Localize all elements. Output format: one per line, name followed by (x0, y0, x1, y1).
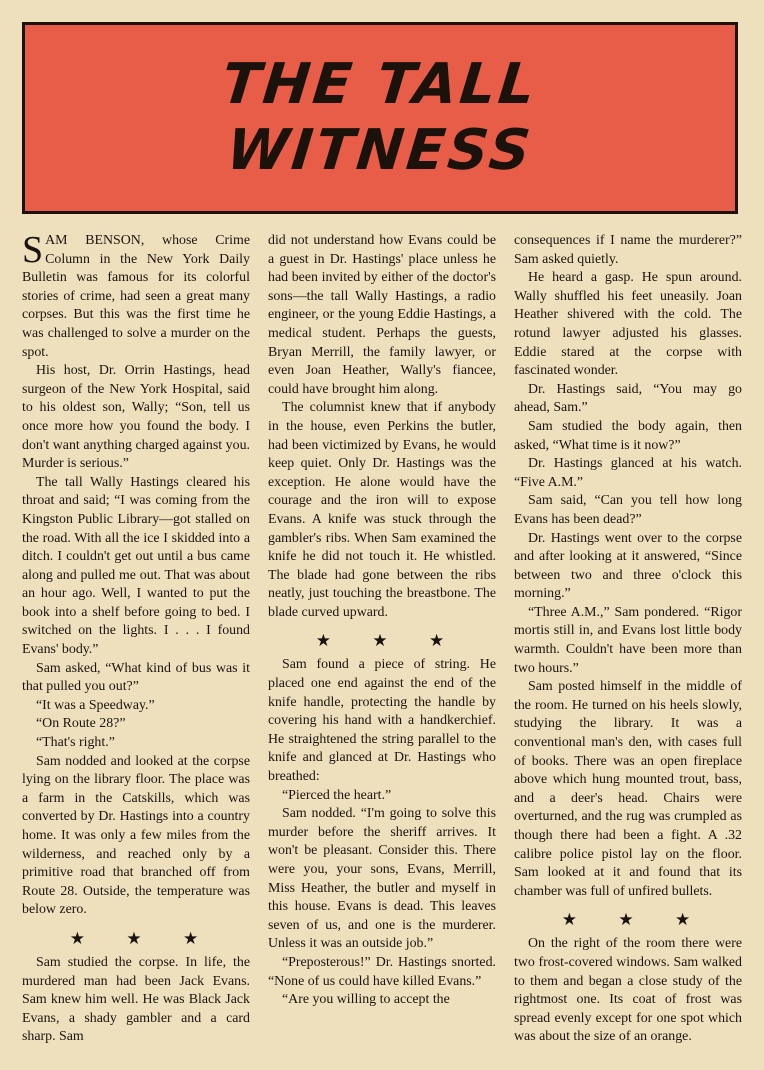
paragraph: Sam nodded and looked at the corpse lying on the library floor. The place was a farm in the Catskills, which was converted by Dr. Hastings into a country home. It was only a few miles from the wilderness, and reached only by a primitive road that branched off from Route 28. Outside, the temperature was below zero. (22, 753, 250, 918)
title-banner (22, 22, 738, 214)
paragraph: Sam posted himself in the middle of the room. He turned on his heels slowly, studying the library. It was a conventional man's den, with cases full of books. There was an open fireplace above which hung mounted trout, bass, and a deer's head. Chairs were overturned, and the rug was crumpled as though there had been a fight. A .32 calibre police pistol lay on the floor. Sam looked at it and found that its chamber was full of unfired bullets. (514, 679, 742, 899)
title-line-1: THE TALL (218, 52, 542, 117)
paragraph (22, 229, 250, 362)
paragraph: Dr. Hastings glanced at his watch. “Five A.M.” (514, 456, 742, 490)
paragraph: Sam studied the corpse. In life, the murdered man had been Jack Evans. Sam knew him well. He was Black Jack Evans, a shady gambler and a card sharp. Sam (22, 954, 250, 1045)
story-columns (22, 229, 742, 1052)
paragraph: His host, Dr. Orrin Hastings, head surgeon of the New York Hospital, said to his oldest son, Wally; “Son, tell us once more how you found the body. I don't want anything charged against you. Murder is serious.” (22, 363, 250, 472)
paragraph: On the right of the room there were two frost-covered windows. Sam walked to them and began a close study of the rightmost one. Its coat of frost was spread evenly except for one spot which was about the size of an orange. (514, 936, 742, 1045)
paragraph-text: AM BENSON, whose Crime Column in the New York Daily Bulletin was famous for its colorful stories of crime, had seen a great many corpses. But this was the first time he was challenged to solve a murder on the spot. (22, 233, 250, 360)
title-line-2: WITNESS (223, 118, 537, 183)
paragraph: He heard a gasp. He spun around. Wally shuffled his feet uneasily. Joan Heather shivered with the cold. The rotund lawyer adjusted his glasses. Eddie stared at the corpse with fascinated wonder. (514, 270, 742, 379)
paragraph: “On Route 28?” (36, 716, 126, 732)
section-separator: ★ ★ ★ (561, 910, 709, 931)
column-1 (22, 229, 250, 1052)
paragraph: Sam found a piece of string. He placed one end against the end of the knife handle, protecting the handle by covering his hand with a handkerchief. He straightened the string parallel to the knife and glanced at Dr. Hastings who breathed: (268, 657, 496, 785)
drop-cap: S (22, 229, 44, 271)
paragraph: “Are you willing to accept the (282, 992, 450, 1008)
paragraph: The tall Wally Hastings cleared his throat and said; “I was coming from the Kingston Public Library—got stalled on the road. With all the ice I skidded into a ditch. I couldn't get out until a bus came along and pulled me out. That was about an hour ago. Well, I wanted to put the book into a shelf before going to bed. I switched on the lights. I . . . I found Evans' body.” (22, 474, 250, 658)
paragraph: Sam asked, “What kind of bus was it that pulled you out?” (22, 660, 250, 695)
paragraph: Sam studied the body again, then asked, “What time is it now?” (514, 418, 742, 453)
paragraph: Dr. Hastings went over to the corpse and after looking at it answered, “Since between two and three o'clock this morning.” (514, 530, 742, 602)
paragraph: Sam said, “Can you tell how long Evans has been dead?” (514, 493, 742, 527)
paragraph: did not understand how Evans could be a guest in Dr. Hastings' place unless he had been invited by either of the doctor's sons—the tall Wally Hastings, a radio engineer, or the young Eddie Hastings, a medical student. Perhaps the guests, Bryan Merrill, the family lawyer, or even Joan Heather, Wally's fiancee, could have brought him along. (268, 233, 496, 397)
section-separator: ★ ★ ★ (69, 928, 217, 949)
paragraph: consequences if I name the murderer?” Sam asked quietly. (514, 233, 742, 267)
section-separator: ★ ★ ★ (315, 631, 463, 652)
paragraph: Dr. Hastings said, “You may go ahead, Sam.” (514, 381, 742, 416)
paragraph: Sam nodded. “I'm going to solve this murder before the sheriff arrives. It won't be pleasant. Consider this. There were you, your sons, Evans, Merrill, Miss Heather, the butler and myself in this house. Evans is dead. This leaves seven of us, and one is the murderer. Unless it was an outside job.” (268, 806, 496, 952)
paragraph: “Three A.M.,” Sam pondered. “Rigor mortis still in, and Evans lost little body warmth. Couldn't have been more than two hours.” (514, 604, 742, 676)
paragraph: “That's right.” (36, 735, 115, 751)
column-3 (514, 232, 742, 1052)
paragraph: “It was a Speedway.” (36, 697, 155, 713)
paragraph: “Pierced the heart.” (282, 787, 392, 803)
paragraph: “Preposterous!” Dr. Hastings snorted. “None of us could have killed Evans.” (268, 954, 496, 989)
paragraph: The columnist knew that if anybody in the house, even Perkins the butler, had been victimized by Evans, he would keep quiet. Only Dr. Hastings was the exception. He alone would have the courage and the iron will to expose Evans. A knife was stuck through the gambler's ribs. When Sam examined the knife he did not touch it. He whistled. The blade had gone between the ribs neatly, just touching the breastbone. The blade curved upward. (268, 400, 496, 620)
column-2 (268, 232, 496, 1052)
